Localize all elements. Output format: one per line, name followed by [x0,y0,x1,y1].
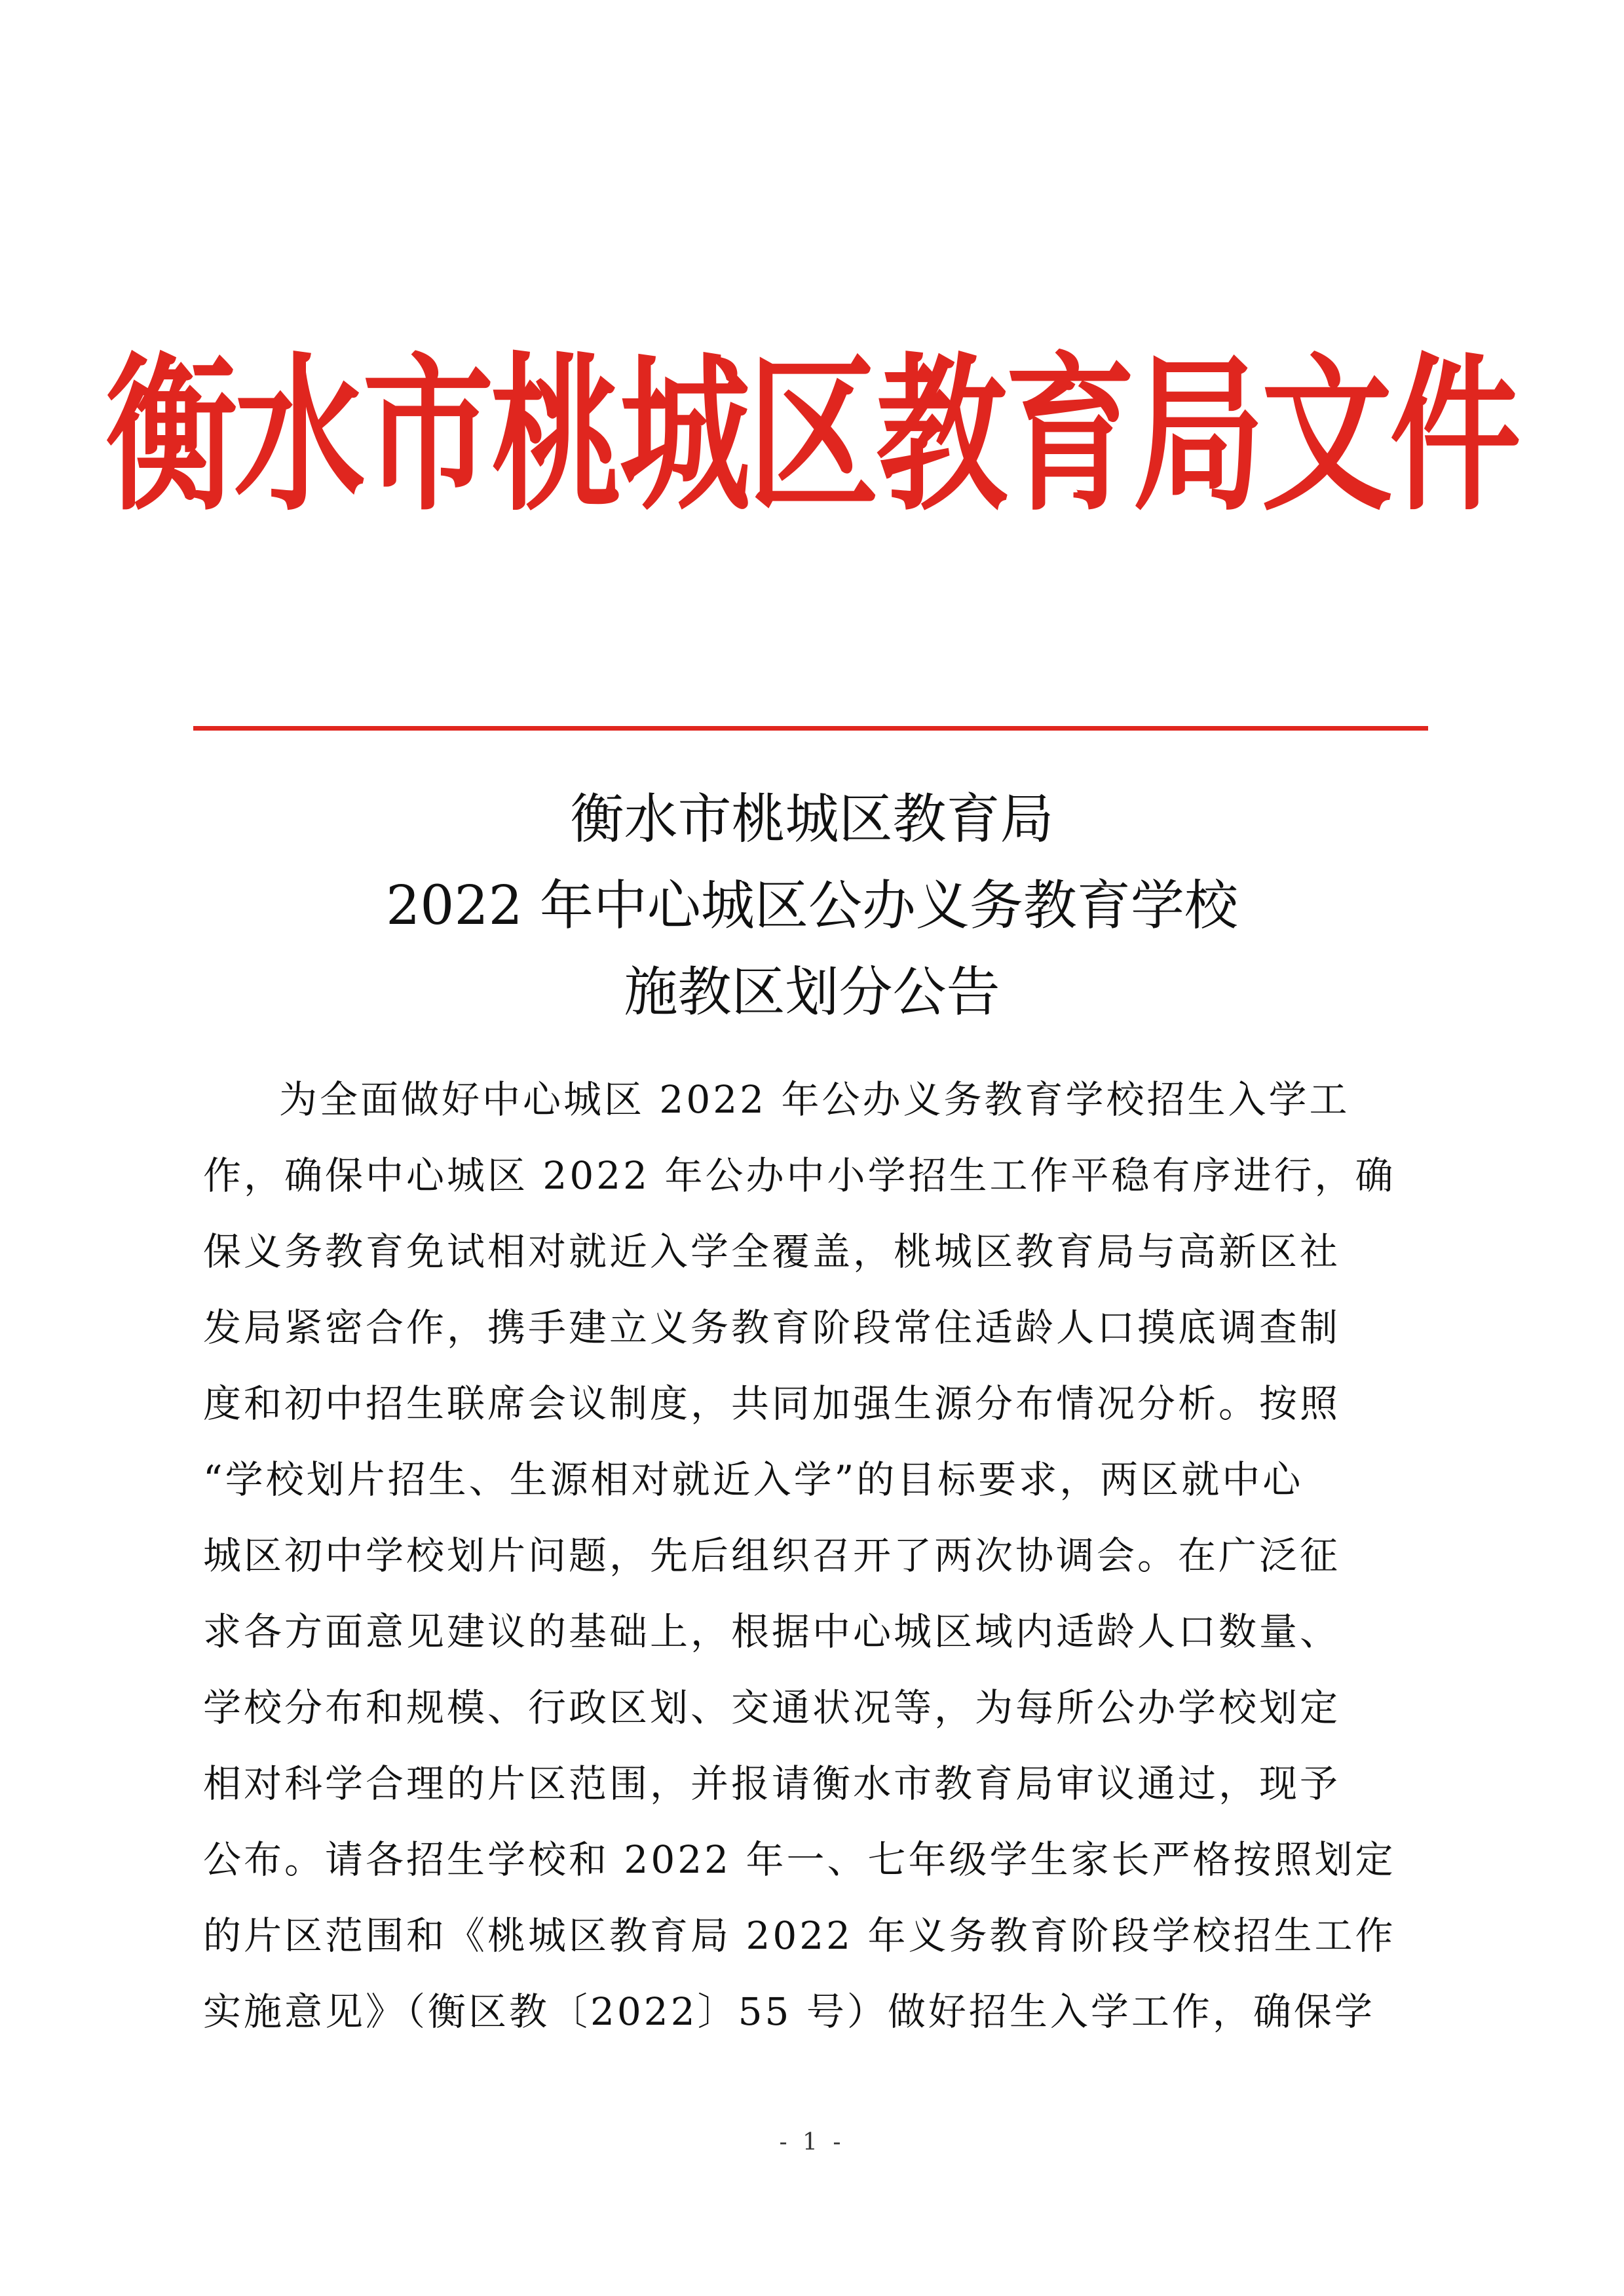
body-line: 实施意见》（衡区教〔2022〕55 号）做好招生入学工作，确保学 [203,1989,1375,2034]
page-number: - 1 - [779,2129,845,2156]
document-masthead: 衡水市桃城区教育局文件 [105,338,1519,534]
document-title [0,776,1624,1036]
title-line-3: 施教区划分公告 [624,961,1000,1024]
body-line: “学校划片招生、生源相对就近入学”的目标要求，两区就中心 [203,1457,1304,1502]
body-line: 的片区范围和《桃城区教育局 2022 年义务教育阶段学校招生工作 [203,1913,1396,1958]
body-line: 公布。请各招生学校和 2022 年一、七年级学生家长严格按照划定 [203,1837,1396,1882]
body-line: 发局紧密合作，携手建立义务教育阶段常住适龄人口摸底调查制 [203,1305,1341,1350]
title-line-1: 衡水市桃城区教育局 [570,788,1054,851]
body-line: 相对科学合理的片区范围，并报请衡水市教育局审议通过，现予 [203,1761,1341,1806]
body-line: 学校分布和规模、行政区划、交通状况等，为每所公办学校划定 [203,1685,1341,1730]
body-line: 求各方面意见建议的基础上，根据中心城区域内适龄人口数量、 [203,1609,1341,1654]
body-line: 城区初中学校划片问题，先后组织召开了两次协调会。在广泛征 [203,1533,1341,1578]
body-paragraph [203,1062,1422,2050]
title-line-2: 2022 年中心城区公办义务教育学校 [386,875,1238,937]
body-line: 保义务教育免试相对就近入学全覆盖，桃城区教育局与高新区社 [203,1229,1341,1274]
body-line: 为全面做好中心城区 2022 年公办义务教育学校招生入学工 [279,1077,1350,1122]
body-line: 作，确保中心城区 2022 年公办中小学招生工作平稳有序进行，确 [203,1153,1396,1198]
red-divider-rule [193,726,1428,731]
body-line: 度和初中招生联席会议制度，共同加强生源分布情况分析。按照 [203,1381,1341,1426]
